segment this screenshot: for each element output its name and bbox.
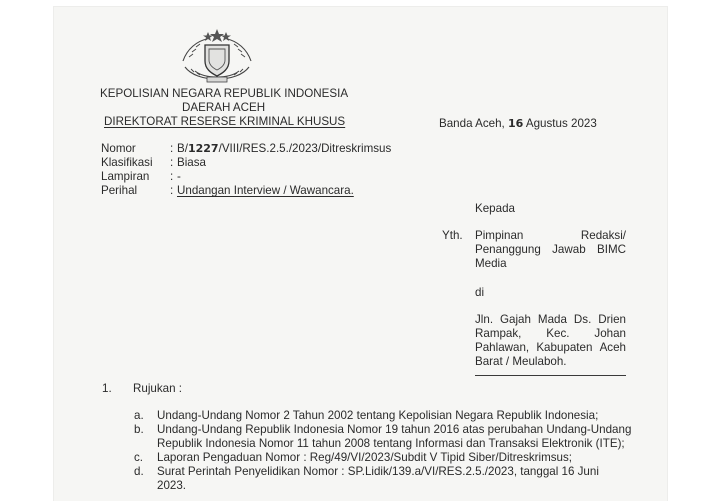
police-crest-emblem — [177, 27, 257, 85]
address-line-2: Rampak, Kec. Johan — [475, 327, 626, 340]
handwritten-number: 1227 — [187, 142, 219, 155]
item-letter: a. — [134, 409, 144, 422]
meta-colon: : — [170, 170, 174, 183]
item-letter: c. — [134, 451, 144, 464]
place-date: Banda Aceh, 16 Agustus 2023 — [439, 117, 597, 130]
item-text: Republik Indonesia Nomor 11 tahun 2008 tentang Informasi dan Transaksi Elektronik (ITE); — [157, 437, 625, 450]
meta-label-lampiran: Lampiran — [101, 170, 150, 183]
recipient-line-3: Media — [475, 257, 507, 270]
item-letter: b. — [134, 423, 144, 436]
letter-page — [54, 7, 667, 501]
letterhead-line-1: KEPOLISIAN NEGARA REPUBLIK INDONESIA — [100, 87, 349, 100]
recipient-line-2: Penanggung Jawab BIMC — [475, 243, 626, 256]
item-text: Undang-Undang Nomor 2 Tahun 2002 tentang Kepolisian Negara Republik Indonesia; — [157, 409, 599, 422]
meta-value-perihal: Undangan Interview / Wawancara. — [177, 184, 354, 197]
meta-colon: : — [170, 156, 174, 169]
meta-label-perihal: Perihal — [101, 184, 138, 197]
item-text: Undang-Undang Republik Indonesia Nomor 19 tahun 2016 atas perubahan Undang-Undang — [157, 423, 632, 436]
kepada-label: Kepada — [475, 202, 515, 215]
address-underline — [475, 375, 626, 376]
yth-label: Yth. — [442, 229, 463, 242]
address-line-1: Jln. Gajah Mada Ds. Drien — [475, 313, 626, 326]
meta-label-nomor: Nomor — [101, 142, 136, 155]
meta-colon: : — [170, 184, 174, 197]
item-text: Laporan Pengaduan Nomor : Reg/49/VI/2023/Subdit V Tipid Siber/Ditreskrimsus; — [157, 451, 573, 464]
address-line-3: Pahlawan, Kabupaten Aceh — [475, 341, 626, 354]
item-letter: d. — [134, 465, 144, 478]
item-text: 2023. — [157, 479, 187, 492]
meta-label-klasifikasi: Klasifikasi — [101, 156, 153, 169]
letterhead-line-2: DAERAH ACEH — [182, 101, 266, 114]
meta-value-nomor: B/1227/VIII/RES.2.5./2023/Ditreskrimsus — [177, 142, 392, 155]
meta-colon: : — [170, 142, 174, 155]
address-line-4: Barat / Meulaboh. — [475, 355, 567, 368]
section-number: 1. — [102, 382, 112, 395]
meta-value-lampiran: - — [177, 170, 181, 183]
recipient-line-1: Pimpinan Redaksi/ — [475, 229, 626, 242]
section-title: Rujukan : — [133, 382, 182, 395]
handwritten-day: 16 — [507, 117, 524, 130]
item-text: Surat Perintah Penyelidikan Nomor : SP.Lidik/139.a/VI/RES.2.5./2023, tanggal 16 Juni — [157, 465, 599, 478]
letterhead-line-3: DIREKTORAT RESERSE KRIMINAL KHUSUS — [104, 115, 346, 128]
meta-value-klasifikasi: Biasa — [177, 156, 207, 169]
di-label: di — [475, 286, 485, 299]
